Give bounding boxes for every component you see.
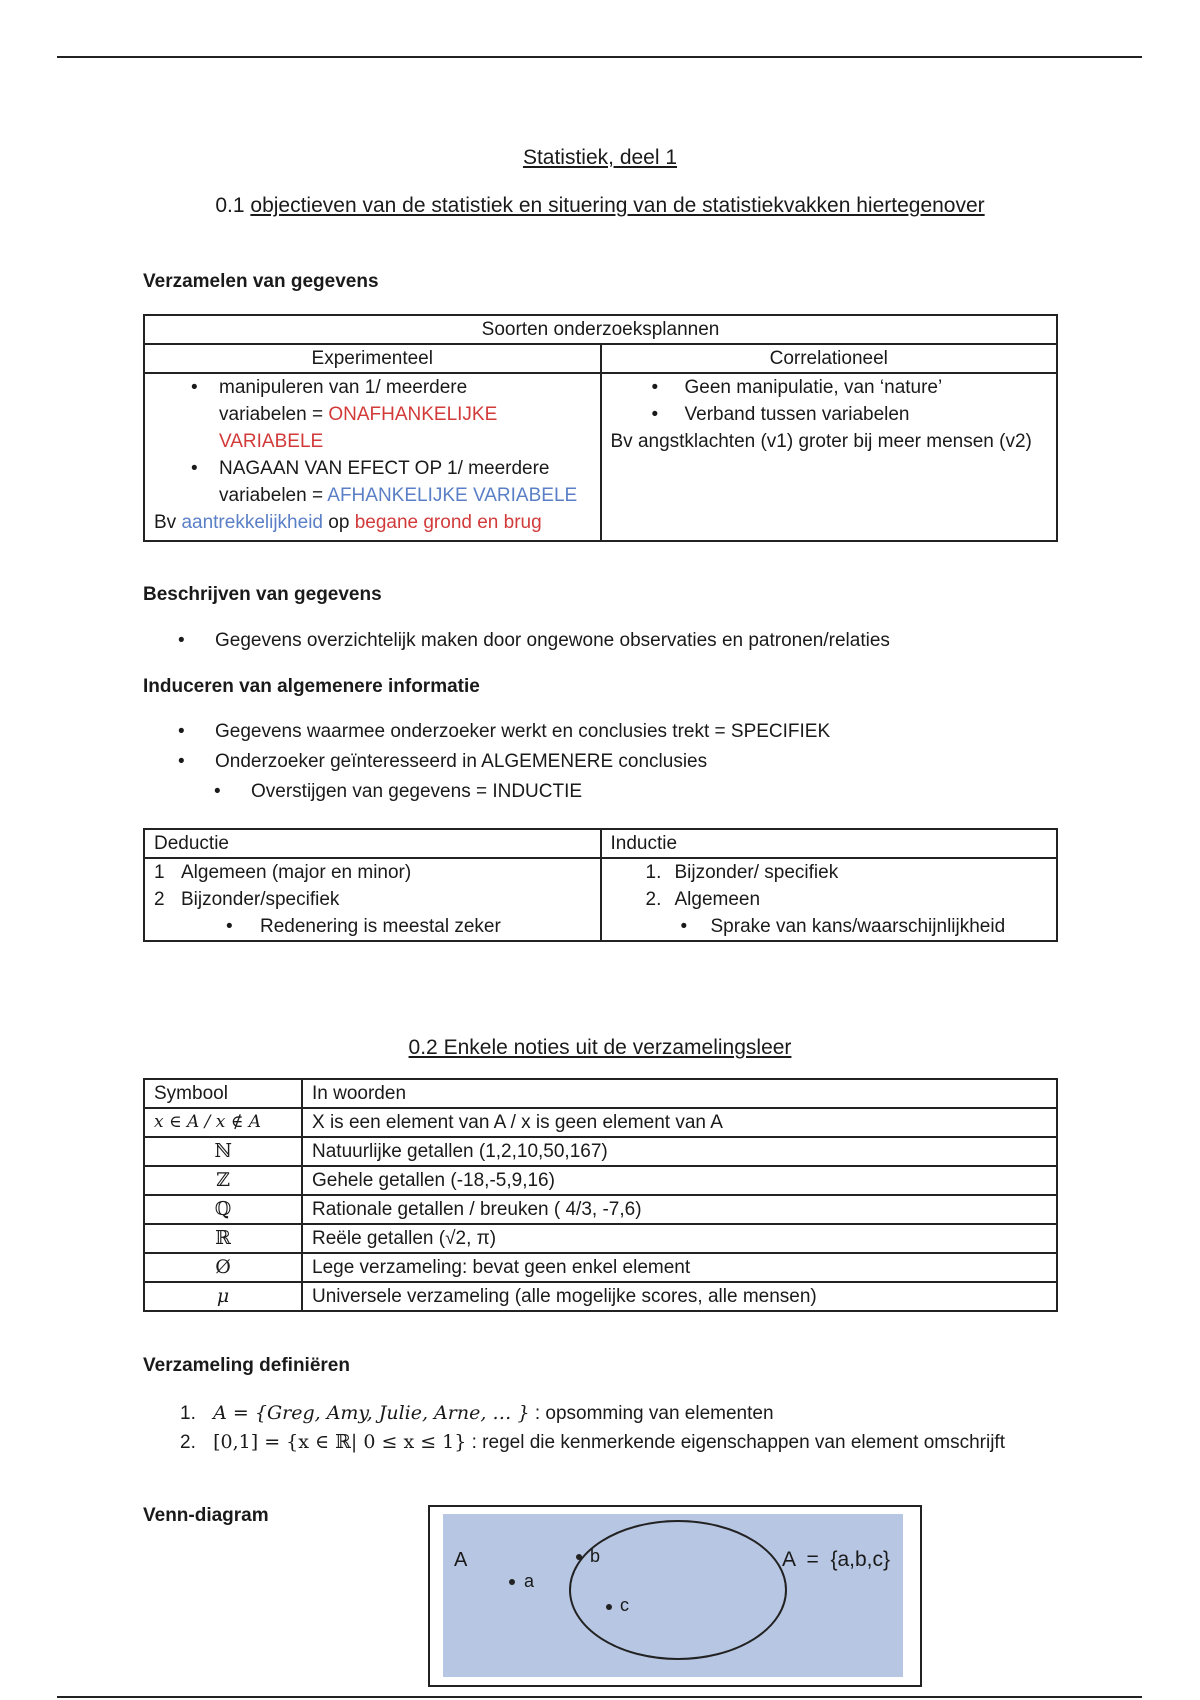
symbols-table xyxy=(143,1078,1058,1312)
exp-bullet-1-line-3: VARIABELE xyxy=(219,431,324,452)
element-b-dot xyxy=(576,1554,582,1560)
venn-heading: Venn-diagram xyxy=(143,1505,269,1526)
cor-example: Bv angstklachten (v1) groter bij meer mensen (v2) xyxy=(610,431,1032,452)
table-row: ℤ Gehele getallen (-18,-5,9,16) xyxy=(144,1166,1057,1195)
cor-bullet-2: Verband tussen variabelen xyxy=(684,404,910,425)
symbol-header: Symbool xyxy=(144,1079,302,1108)
col-experimenteel: Experimenteel xyxy=(144,344,601,373)
venn-set-label: A xyxy=(454,1549,468,1571)
table-row: x ∈ A / x ∉ A X is een element van A / x is geen element van A xyxy=(144,1108,1057,1137)
table-row: ℚ Rationale getallen / breuken ( 4/3, -7,6) xyxy=(144,1195,1057,1224)
cor-bullet-1: Geen manipulatie, van ‘nature’ xyxy=(684,377,943,398)
table-row: Ø Lege verzameling: bevat geen enkel element xyxy=(144,1253,1057,1282)
definition-1: 1. A = {Greg, Amy, Julie, Arne, … } : opsomming van elementen xyxy=(180,1402,774,1424)
correlationeel-cell: • Geen manipulatie, van ‘nature’ • Verband tussen variabelen Bv angstklachten (v1) groter bij meer mensen (v2) xyxy=(601,373,1058,541)
definieren-heading: Verzameling definiëren xyxy=(143,1355,350,1376)
experimenteel-cell: • manipuleren van 1/ meerdere variabelen = ONAFHANKELIJKE VARIABELE • NAGAAN VAN EFECT OP 1/ meerdere variabelen = AFHANKELIJKE VARIABELE Bv aantrekkelijkheid op begane grond en brug xyxy=(144,373,601,541)
exp-bullet-1-line-2: variabelen = ONAFHANKELIJKE xyxy=(219,404,498,425)
col-correlationeel: Correlationeel xyxy=(601,344,1058,373)
verzamelen-heading: Verzamelen van gegevens xyxy=(143,271,379,292)
element-c-dot xyxy=(606,1604,612,1610)
bottom-rule xyxy=(57,1696,1142,1698)
table-row: ℕ Natuurlijke getallen (1,2,10,50,167) xyxy=(144,1137,1057,1166)
section-1-title: objectieven van de statistiek en situering van de statistiekvakken hiertegenover xyxy=(250,194,985,217)
element-a-dot xyxy=(509,1579,515,1585)
exp-example: Bv aantrekkelijkheid op begane grond en brug xyxy=(154,512,542,533)
exp-bullet-1-line-1: manipuleren van 1/ meerdere xyxy=(219,377,468,398)
onderzoeksplannen-table xyxy=(143,314,1058,542)
venn-element-b: b xyxy=(590,1546,601,1566)
section-1-number: 0.1 xyxy=(215,194,245,217)
table-row: ℝ Reële getallen (√2, π) xyxy=(144,1224,1057,1253)
table-row: μ Universele verzameling (alle mogelijke scores, alle mensen) xyxy=(144,1282,1057,1311)
table-header: Soorten onderzoeksplannen xyxy=(144,315,1057,344)
inductie-cell: 1. Bijzonder/ specifiek 2. Algemeen • Sprake van kans/waarschijnlijkheid xyxy=(601,858,1058,941)
top-rule xyxy=(57,56,1142,58)
section-2-title: 0.2 Enkele noties uit de verzamelingsleer xyxy=(408,1036,792,1059)
page-title: Statistiek, deel 1 xyxy=(522,146,678,169)
section-1-heading xyxy=(0,194,1200,218)
venn-element-a: a xyxy=(524,1571,535,1591)
deductie-cell: 1 Algemeen (major en minor) 2 Bijzonder/specifiek • Redenering is meestal zeker xyxy=(144,858,601,941)
exp-bullet-2-line-2: variabelen = AFHANKELIJKE VARIABELE xyxy=(219,485,578,506)
words-header: In woorden xyxy=(302,1079,1057,1108)
venn-element-c: c xyxy=(620,1595,629,1615)
definition-2: 2. [0,1] = {x ∈ ℝ| 0 ≤ x ≤ 1} : regel die kenmerkende eigenschappen van element omschrijft xyxy=(180,1431,1005,1453)
deductie-inductie-table xyxy=(143,828,1058,942)
set-a-ellipse xyxy=(570,1521,786,1659)
venn-equation: A = {a,b,c} xyxy=(782,1548,891,1571)
venn-diagram xyxy=(443,1514,903,1677)
beschrijven-heading: Beschrijven van gegevens xyxy=(143,584,382,605)
exp-bullet-2-line-1: NAGAAN VAN EFECT OP 1/ meerdere xyxy=(219,458,550,479)
induceren-heading: Induceren van algemenere informatie xyxy=(143,676,480,697)
col-inductie: Inductie xyxy=(601,829,1058,858)
col-deductie: Deductie xyxy=(144,829,601,858)
